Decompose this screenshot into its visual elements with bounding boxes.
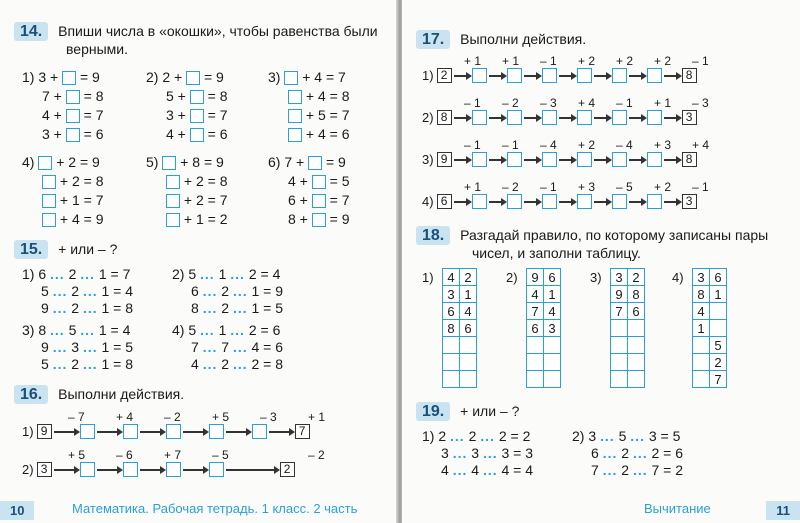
ex17-chain-2: – 1 – 2 – 3 + 4 – 1 + 1 – 3 2) 8 3: [422, 96, 709, 125]
answer-box[interactable]: [166, 213, 180, 227]
table-cell[interactable]: [628, 354, 645, 371]
table-cell: 5: [710, 337, 727, 354]
table-cell: 4: [527, 286, 544, 303]
answer-box[interactable]: [38, 156, 52, 170]
answer-box[interactable]: [647, 152, 662, 167]
table-cell[interactable]: [611, 320, 628, 337]
answer-box[interactable]: [472, 110, 487, 125]
table-cell[interactable]: [611, 337, 628, 354]
answer-box[interactable]: [252, 424, 267, 439]
table-cell: 9: [611, 286, 628, 303]
answer-box[interactable]: [190, 109, 204, 123]
table-row: [527, 286, 561, 303]
table-row: [527, 354, 561, 371]
ex18-header: 18. Разгадай правило, по которому записаны пары чисел, и заполни таблицу.: [416, 226, 768, 262]
ex15-col2: 2) 5 ... 1 ... 2 = 4 6 ... 2 ... 1 = 9 8 ... 2 ... 1 = 5: [172, 266, 284, 316]
table-cell[interactable]: [443, 371, 460, 388]
answer-box[interactable]: [42, 213, 56, 227]
table-row: [693, 320, 727, 337]
table-cell[interactable]: [710, 303, 727, 320]
table-cell: 8: [693, 286, 710, 303]
table-row: [443, 371, 477, 388]
table-row: [611, 354, 645, 371]
table-row: [527, 371, 561, 388]
answer-box[interactable]: [284, 71, 298, 85]
answer-box[interactable]: [288, 90, 302, 104]
table-cell[interactable]: [443, 337, 460, 354]
answer-box[interactable]: [472, 194, 487, 209]
answer-box[interactable]: [66, 109, 80, 123]
table-row: [443, 337, 477, 354]
table-cell: 4: [460, 303, 477, 320]
answer-box[interactable]: [209, 424, 224, 439]
ex18-table-2: [526, 268, 561, 388]
answer-box[interactable]: [162, 156, 176, 170]
table-cell[interactable]: [443, 354, 460, 371]
ex17-chain-1: + 1 + 1 – 1 + 2 + 2 + 2 – 1 1) 2 8: [422, 54, 709, 83]
left-page: [0, 0, 398, 523]
ex17-header: 17. Выполни действия.: [416, 30, 586, 49]
table-row: [611, 303, 645, 320]
answer-box[interactable]: [288, 109, 302, 123]
answer-box[interactable]: [647, 68, 662, 83]
answer-box[interactable]: [66, 90, 80, 104]
answer-box[interactable]: [190, 128, 204, 142]
ex16-chain-2: + 5 – 6 + 7 – 5 – 2 2) 3 2: [22, 448, 325, 477]
answer-box[interactable]: [166, 462, 181, 477]
answer-box[interactable]: [166, 424, 181, 439]
ex18-table-1: [442, 268, 477, 388]
answer-box[interactable]: [507, 194, 522, 209]
table-row: [693, 286, 727, 303]
answer-box[interactable]: [507, 68, 522, 83]
answer-box[interactable]: [507, 152, 522, 167]
answer-box[interactable]: [190, 90, 204, 104]
answer-box[interactable]: [186, 71, 200, 85]
table-cell: 2: [710, 354, 727, 371]
table-cell: 8: [628, 286, 645, 303]
table-cell[interactable]: [710, 320, 727, 337]
table-cell: 7: [611, 303, 628, 320]
table-cell: 7: [710, 371, 727, 388]
table-cell[interactable]: [544, 371, 561, 388]
table-cell: 3: [693, 269, 710, 286]
table-cell[interactable]: [611, 354, 628, 371]
table-cell[interactable]: [611, 371, 628, 388]
answer-box[interactable]: [80, 462, 95, 477]
answer-box[interactable]: [166, 194, 180, 208]
answer-box[interactable]: [42, 175, 56, 189]
ex16-chain-1: – 7 + 4 – 2 + 5 – 3 + 1 1) 9 7: [22, 410, 326, 439]
table-cell[interactable]: [527, 371, 544, 388]
table-cell[interactable]: [527, 354, 544, 371]
answer-box[interactable]: [472, 68, 487, 83]
table-cell: 4: [443, 269, 460, 286]
answer-box[interactable]: [209, 462, 224, 477]
ex17-chain-4: + 1 – 2 – 1 + 3 – 5 + 2 – 1 4) 6 3: [422, 180, 709, 209]
answer-box[interactable]: [312, 194, 326, 208]
answer-box[interactable]: [123, 462, 138, 477]
table-row: [693, 337, 727, 354]
table-cell: 6: [443, 303, 460, 320]
answer-box[interactable]: [66, 128, 80, 142]
page-number-right: 11: [766, 501, 800, 520]
table-cell: 1: [460, 286, 477, 303]
table-row: [443, 303, 477, 320]
answer-box[interactable]: [507, 110, 522, 125]
answer-box[interactable]: [647, 194, 662, 209]
ex14-col4: 4) + 2 = 9 + 2 = 8 + 1 = 7 + 4 = 9: [22, 154, 104, 227]
answer-box[interactable]: [577, 194, 592, 209]
answer-box[interactable]: [312, 213, 326, 227]
ex19-col1: 1) 2 ... 2 ... 2 = 2 3 ... 3 ... 3 = 3 4 ... 4 ... 4 = 4: [422, 428, 534, 478]
ex19-col2: 2) 3 ... 5 ... 3 = 5 6 ... 2 ... 2 = 6 7 ... 2 ... 7 = 2: [572, 428, 684, 478]
footer-title-right: Вычитание: [644, 501, 711, 516]
answer-box[interactable]: [577, 152, 592, 167]
ex14-col6: 6) 7 + = 9 4 + = 5 6 + = 7 8 + = 9: [268, 154, 350, 227]
right-page: 17. Выполни действия. + 1 + 1 – 1 + 2 + 2 + 2 – 1 1) 2 8 – 1 – 2 – 3 + 4 – 1 + 1 – 3 2) 8 3 – 1 – 1 – 4 + 2 – 4 + 3 + 4 3) 9 8 + 1 – 2 – 1 + 3 – 5 + 2 – 1 4) 6 3 18. Разгадай правило, по которому записаны пары чисел, и заполни таблицу. 1) 4 2 3 1 6 4 8 6 2) 9 6 4 1 7 4 6 3 3) 3 2 9 8 7 6 4) 3 6 8 1 4 1 5 2 7 19. + или – ? 1) 2 ... 2 ... 2 = 2 3 ... 3 ... 3 = 3 4 ... 4 ... 4 = 4 2) 3 ... 5 ... 3 = 5 6 ... 2 ... 2 = 6 7 ... 2 ... 7 = 2 Вычитание 11: [402, 0, 800, 523]
ex14-number: 14.: [14, 22, 48, 41]
table-cell: 1: [710, 286, 727, 303]
table-cell: 7: [527, 303, 544, 320]
table-row: [611, 320, 645, 337]
ex14-text: Впиши числа в «окошки», чтобы равенства были: [58, 23, 378, 39]
footer-title-left: Математика. Рабочая тетрадь. 1 класс. 2 часть: [72, 501, 358, 516]
table-cell[interactable]: [460, 371, 477, 388]
table-row: [693, 354, 727, 371]
table-row: [693, 303, 727, 320]
ex16-header: 16. Выполни действия.: [14, 385, 184, 404]
table-row: [611, 371, 645, 388]
answer-box[interactable]: [612, 110, 627, 125]
ex18-table-4: [692, 268, 727, 388]
ex19-header: 19. + или – ?: [416, 402, 519, 421]
table-cell[interactable]: [527, 337, 544, 354]
table-cell: 3: [544, 320, 561, 337]
table-cell[interactable]: [693, 371, 710, 388]
table-row: [443, 286, 477, 303]
ex15-col3: 3) 8 ... 5 ... 1 = 4 9 ... 3 ... 1 = 5 5 ... 2 ... 1 = 8: [22, 322, 134, 372]
table-cell: 6: [527, 320, 544, 337]
table-cell: 3: [443, 286, 460, 303]
table-row: [693, 371, 727, 388]
table-row: [443, 354, 477, 371]
ex15-col4: 4) 5 ... 1 ... 2 = 6 7 ... 7 ... 4 = 6 4 ... 2 ... 2 = 8: [172, 322, 284, 372]
answer-box[interactable]: [612, 194, 627, 209]
table-cell[interactable]: [693, 354, 710, 371]
table-cell: 2: [460, 269, 477, 286]
table-cell: 1: [544, 286, 561, 303]
answer-box[interactable]: [542, 194, 557, 209]
table-row: [527, 320, 561, 337]
table-cell: 4: [544, 303, 561, 320]
ex17-chain-3: – 1 – 1 – 4 + 2 – 4 + 3 + 4 3) 9 8: [422, 138, 710, 167]
table-cell: 9: [527, 269, 544, 286]
answer-box[interactable]: [123, 424, 138, 439]
ex14-col1: 1) 3 + = 9 7 + = 8 4 + = 7 3 + = 6: [22, 69, 104, 142]
ex14-text2: верными.: [66, 41, 128, 57]
answer-box[interactable]: [80, 424, 95, 439]
table-row: [443, 269, 477, 286]
ex14-col3: 3) + 4 = 7 + 4 = 8 + 5 = 7 + 4 = 6: [268, 69, 350, 142]
answer-box[interactable]: [166, 175, 180, 189]
table-cell: 2: [628, 269, 645, 286]
ex14-col5: 5) + 8 = 9 + 2 = 8 + 2 = 7 + 1 = 2: [146, 154, 228, 227]
table-row: [611, 286, 645, 303]
answer-box[interactable]: [542, 68, 557, 83]
table-row: [527, 337, 561, 354]
ex14-header: [14, 22, 378, 58]
page-number-left: 10: [0, 501, 34, 520]
table-cell: 6: [544, 269, 561, 286]
table-cell: 3: [611, 269, 628, 286]
answer-box[interactable]: [647, 110, 662, 125]
answer-box[interactable]: [312, 175, 326, 189]
ex15-col1: 1) 6 ... 2 ... 1 = 7 5 ... 2 ... 1 = 4 9 ... 2 ... 1 = 8: [22, 266, 134, 316]
table-row: [611, 269, 645, 286]
answer-box[interactable]: [577, 68, 592, 83]
answer-box[interactable]: [612, 68, 627, 83]
ex15-header: 15. + или – ?: [14, 240, 117, 259]
table-row: [443, 320, 477, 337]
table-cell[interactable]: [544, 337, 561, 354]
table-row: [693, 269, 727, 286]
table-row: [527, 269, 561, 286]
table-cell: 8: [443, 320, 460, 337]
table-cell: 4: [693, 303, 710, 320]
answer-box[interactable]: [288, 128, 302, 142]
table-row: [527, 303, 561, 320]
answer-box[interactable]: [542, 110, 557, 125]
table-cell[interactable]: [628, 320, 645, 337]
table-cell: 6: [710, 269, 727, 286]
ex14-col2: 2) 2 + = 9 5 + = 8 3 + = 7 4 + = 6: [146, 69, 228, 142]
ex18-table-3: [610, 268, 645, 388]
table-cell[interactable]: [460, 354, 477, 371]
table-cell[interactable]: [628, 337, 645, 354]
answer-box[interactable]: [542, 152, 557, 167]
answer-box[interactable]: [577, 110, 592, 125]
table-cell: 6: [628, 303, 645, 320]
table-cell[interactable]: [628, 371, 645, 388]
table-cell[interactable]: [544, 354, 561, 371]
answer-box[interactable]: [308, 156, 322, 170]
table-cell[interactable]: [693, 337, 710, 354]
answer-box[interactable]: [42, 194, 56, 208]
answer-box[interactable]: [472, 152, 487, 167]
table-cell: 1: [693, 320, 710, 337]
answer-box[interactable]: [612, 152, 627, 167]
table-row: [611, 337, 645, 354]
table-cell: 6: [460, 320, 477, 337]
table-cell[interactable]: [460, 337, 477, 354]
answer-box[interactable]: [62, 71, 76, 85]
